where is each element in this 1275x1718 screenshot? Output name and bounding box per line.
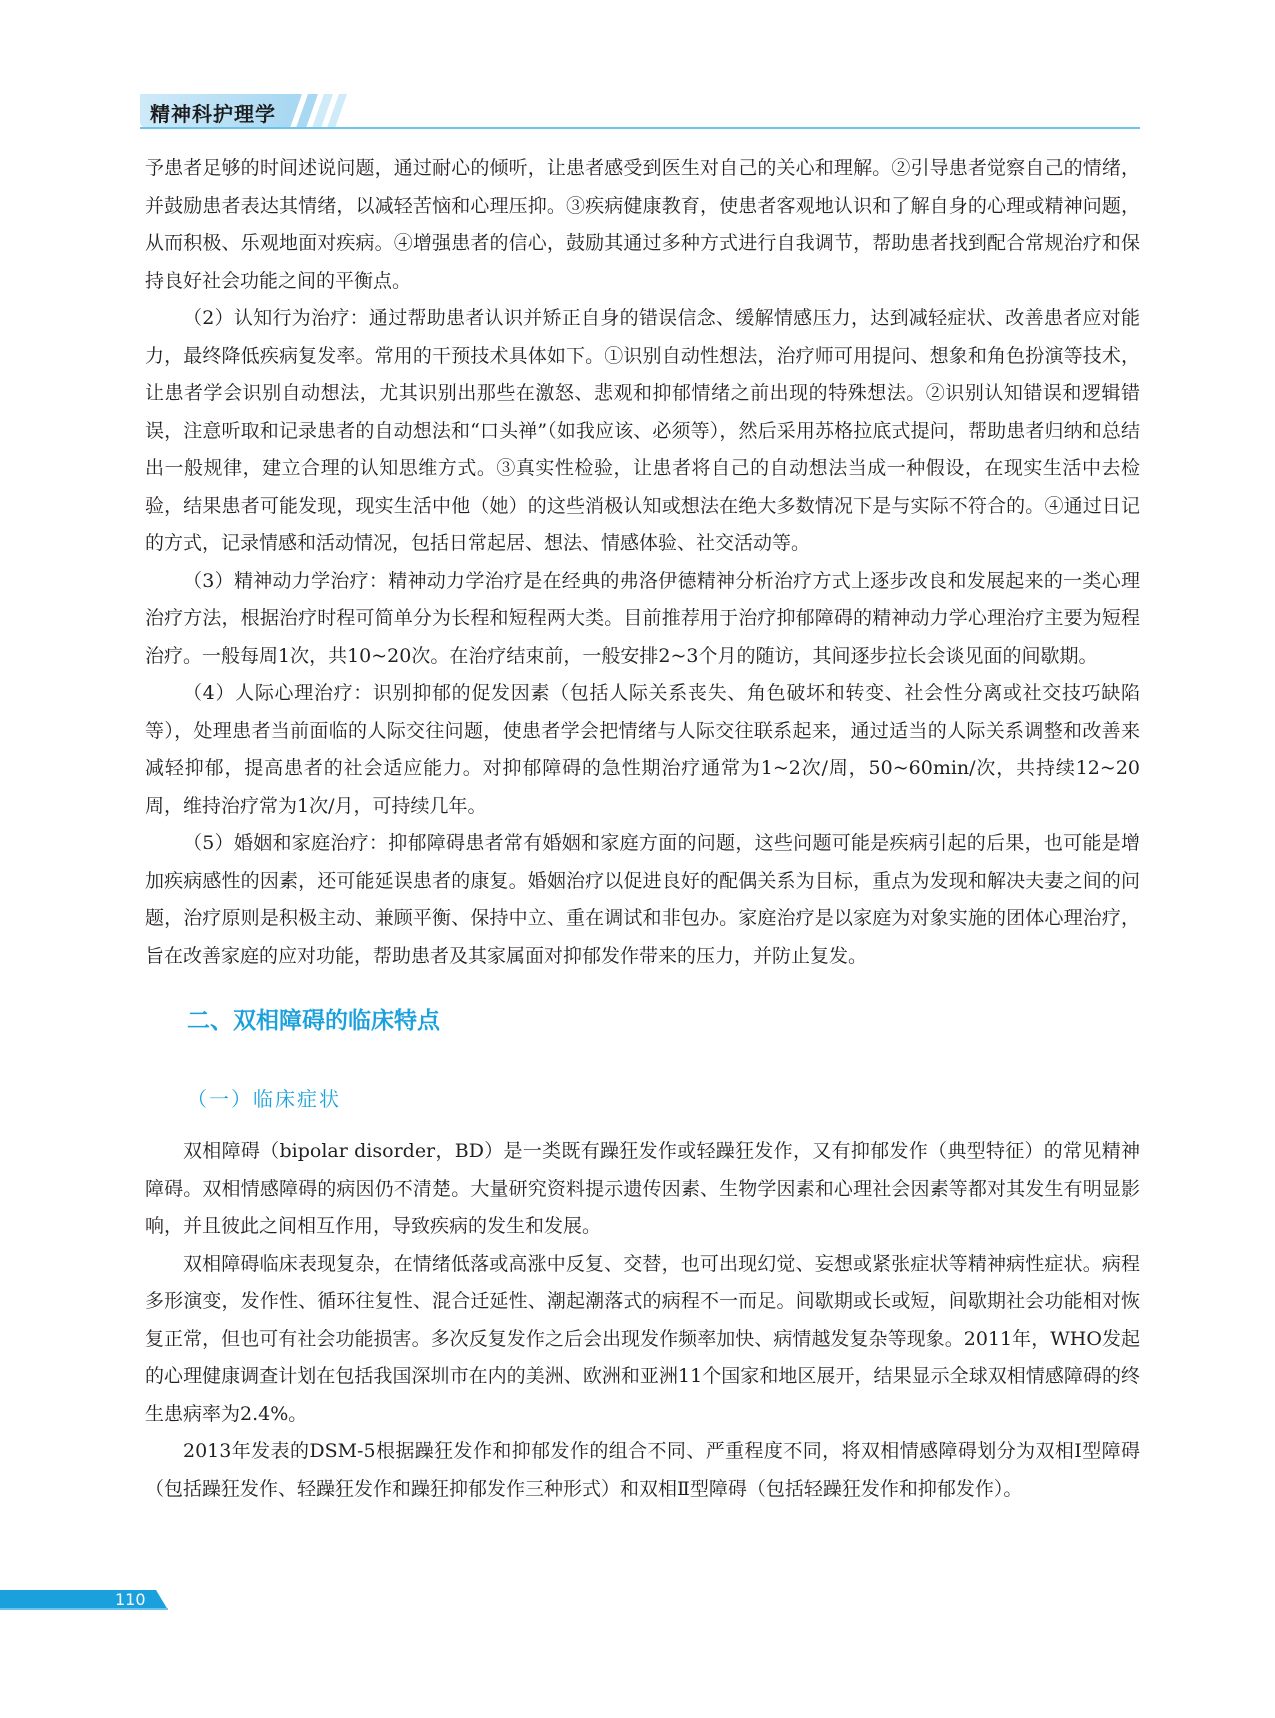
paragraph-interpersonal: （4）人际心理治疗：识别抑郁的促发因素（包括人际关系丧失、角色破坏和转变、社会性分离或社交技巧缺陷等），处理患者当前面临的人际交往问题，使患者学会把情绪与人际交往联系起来，通过适当的人际关系调整和改善来减轻抑郁，提高患者的社会适应能力。对抑郁障碍的急性期治疗通常为1~2次/周，50~60min/次，共持续12~20周，维持治疗常为1次/月，可持续几年。 [145, 682, 1140, 817]
paragraph-marital-family: （5）婚姻和家庭治疗：抑郁障碍患者常有婚姻和家庭方面的问题，这些问题可能是疾病引起的后果，也可能是增加疾病感性的因素，还可能延误患者的康复。婚姻治疗以促进良好的配偶关系为目标，重点为发现和解决夫妻之间的问题，治疗原则是积极主动、兼顾平衡、保持中立、重在调试和非包办。家庭治疗是以家庭为对象实施的团体心理治疗，旨在改善家庭的应对功能，帮助患者及其家属面对抑郁发作带来的压力，并防止复发。 [145, 832, 1140, 967]
header-tab [140, 94, 290, 128]
paragraph-cbt: （2）认知行为治疗：通过帮助患者认识并矫正自身的错误信念、缓解情感压力，达到减轻症状、改善患者应对能力，最终降低疾病复发率。常用的干预技术具体如下。①识别自动性想法，治疗师可用提问、想象和角色扮演等技术，让患者学会识别自动想法，尤其识别出那些在激怒、悲观和抑郁情绪之前出现的特殊想法。②识别认知错误和逻辑错误，注意听取和记录患者的自动想法和“口头禅”（如我应该、必须等），然后采用苏格拉底式提问，帮助患者归纳和总结出一般规律，建立合理的认知思维方式。③真实性检验，让患者将自己的自动想法当成一种假设，在现实生活中去检验，结果患者可能发现，现实生活中他（她）的这些消极认知或想法在绝大多数情况下是与实际不符合的。④通过日记的方式，记录情感和活动情况，包括日常起居、想法、情感体验、社交活动等。 [145, 307, 1140, 554]
header-stripes-decoration [290, 94, 360, 128]
header-rule [140, 127, 1140, 129]
subsection-heading: （一）临床症状 [187, 1087, 341, 1111]
paragraph-bipolar-definition: 双相障碍（bipolar disorder，BD）是一类既有躁狂发作或轻躁狂发作，又有抑郁发作（典型特征）的常见精神障碍。双相情感障碍的病因仍不清楚。大量研究资料提示遗传因素、生物学因素和心理社会因素等都对其发生有明显影响，并且彼此之间相互作用，导致疾病的发生和发展。 [145, 1140, 1140, 1237]
paragraph-psychodynamic: （3）精神动力学治疗：精神动力学治疗是在经典的弗洛伊德精神分析治疗方式上逐步改良和发展起来的一类心理治疗方法，根据治疗时程可简单分为长程和短程两大类。目前推荐用于治疗抑郁障碍的精神动力学心理治疗主要为短程治疗。一般每周1次，共10~20次。在治疗结束前，一般安排2~3个月的随访，其间逐步拉长会谈见面的间歇期。 [145, 569, 1140, 667]
paragraph-dsm5: 2013年发表的DSM-5根据躁狂发作和抑郁发作的组合不同、严重程度不同，将双相情感障碍划分为双相Ⅰ型障碍（包括躁狂发作、轻躁狂发作和躁狂抑郁发作三种形式）和双相Ⅱ型障碍（包括轻躁狂发作和抑郁发作）。 [145, 1440, 1140, 1500]
paragraph-bipolar-presentation: 双相障碍临床表现复杂，在情绪低落或高涨中反复、交替，也可出现幻觉、妄想或紧张症状等精神病性症状。病程多形演变，发作性、循环往复性、混合迁延性、潮起潮落式的病程不一而足。间歇期或长或短，间歇期社会功能相对恢复正常，但也可有社会功能损害。多次反复发作之后会出现发作频率加快、病情越发复杂等现象。2011年，WHO发起的心理健康调查计划在包括我国深圳市在内的美洲、欧洲和亚洲11个国家和地区展开，结果显示全球双相情感障碍的终生患病率为2.4%。 [145, 1252, 1140, 1425]
page-number: 110 [115, 1590, 146, 1609]
paragraph-continuation: 予患者足够的时间述说问题，通过耐心的倾听，让患者感受到医生对自己的关心和理解。②引导患者觉察自己的情绪，并鼓励患者表达其情绪，以减轻苦恼和心理压抑。③疾病健康教育，使患者客观地认识和了解自身的心理或精神问题，从而积极、乐观地面对疾病。④增强患者的信心，鼓励其通过多种方式进行自我调节，帮助患者找到配合常规治疗和保持良好社会功能之间的平衡点。 [145, 157, 1140, 292]
page-body [145, 150, 1140, 1508]
book-title: 精神科护理学 [150, 102, 276, 126]
running-header [140, 94, 1140, 128]
section-heading: 二、双相障碍的临床特点 [187, 1008, 440, 1034]
page-footer [0, 1590, 168, 1616]
